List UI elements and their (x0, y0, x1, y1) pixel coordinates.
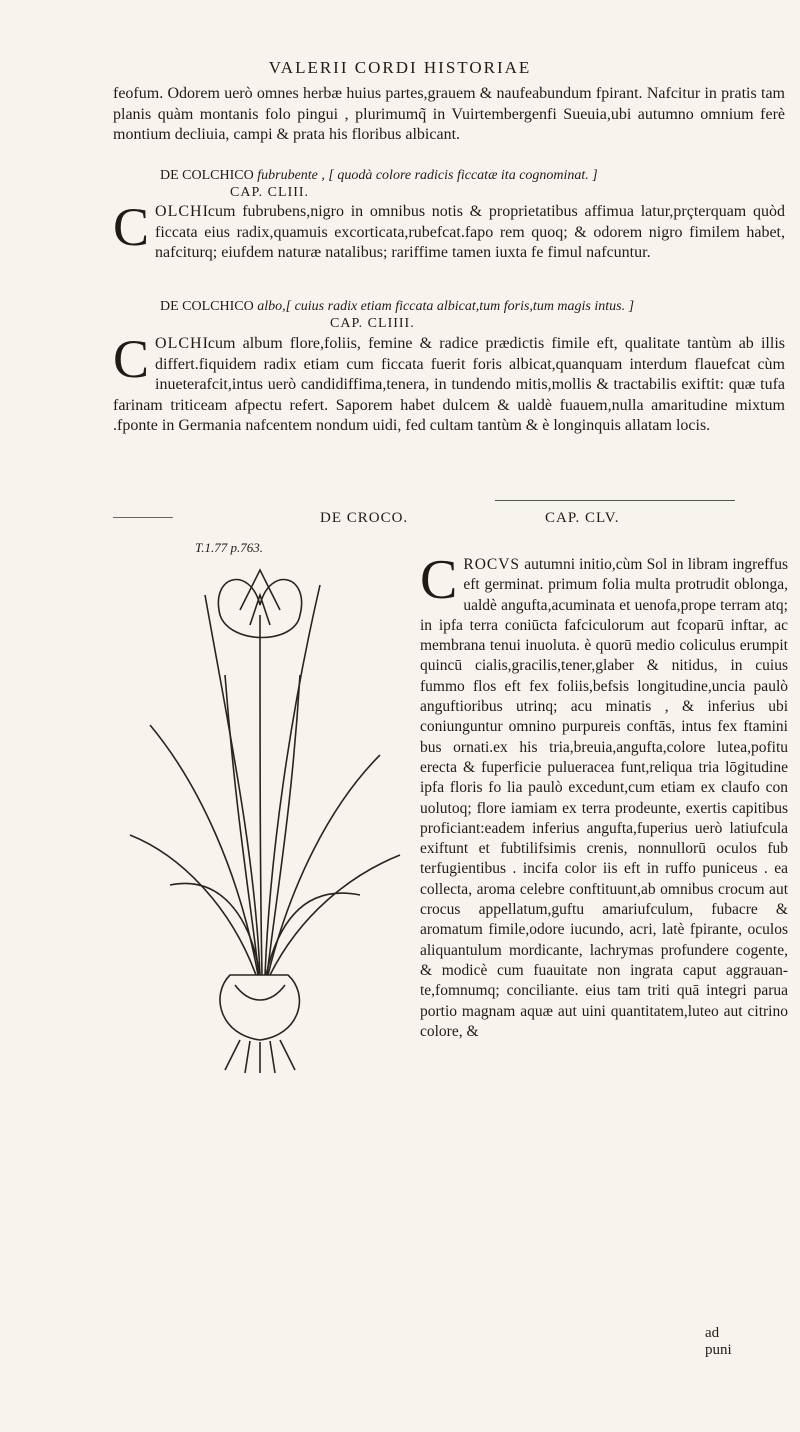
underline-rule (495, 500, 735, 501)
catchword: ad puni (705, 1325, 732, 1358)
divider-line (113, 517, 173, 518)
running-head: VALERII CORDI HISTORIAE (268, 58, 532, 77)
crocus-plant-woodcut (110, 555, 410, 1075)
paragraph-crocus (420, 549, 789, 1042)
chapter-number-154: CAP. CLIIII. (330, 316, 415, 331)
handwritten-reference: T.1.77 p.763. (195, 540, 264, 555)
chapter-number-155: CAP. CLV. (545, 510, 620, 526)
paragraph-colchicum-red (113, 197, 785, 264)
heading-title: DE COLCHICO (160, 168, 254, 183)
chapter-heading-153 (160, 167, 785, 185)
chapter-number-153: CAP. CLIII. (230, 185, 310, 200)
paragraph-continuation: feofum. Odorem uerò omnes herbæ huius partes,grauem & naufeabundum fpirant. Nafcitur in pratis tam planis quàm montanis folo pingui , plurimumq̃ in Vuirtembergenfi Sueuia,ubi autumno omnium ferè montium decliuia, campi & prata his floribus albicant. (113, 85, 785, 143)
drop-cap: C (113, 329, 150, 389)
paragraph-text: Icum fubrubens,nigro in omnibus notis & proprietatibus affimua latur,prçterquam quòd ficcata eius radix,quamuis excorticata,rubefcat.fapo rem quoq; & odorem nigro fimilem habet, nafciturq; eiufdem naturæ natalibus; rariffime tamen iuxta fe fimul nafcuntur. (155, 203, 785, 261)
chapter-heading-155: DE CROCO. (320, 510, 409, 526)
heading-title: DE COLCHICO (160, 299, 254, 314)
heading-subtitle: albo,[ cuius radix etiam ficcata albicat,tum foris,tum magis intus. ] (257, 299, 635, 314)
lead-letters: OLCH (155, 335, 203, 352)
chapter-heading-154 (160, 298, 785, 316)
drop-cap: C (113, 197, 150, 257)
heading-subtitle: fubrubente , [ quodà colore radicis ficcatæ ita cognominat. ] (257, 168, 598, 183)
drop-cap: C (420, 549, 458, 611)
paragraph-text: Icum album flore,foliis, femine & radice prædictis fimile eft, qualitate tantùm ab illis differt.fiquidem radix etiam cum ficcata fuerit foris albicat,quanquam interdum flauefcat cùm inueterafcit,intus uerò candidiffima,tenera, in tundendo mitis,mollis & tractabilis exiftit: quæ tufa farinam triticeam afpectu refert. Saporem habet dulcem & ualdè fuauem,nulla amaritudine mixtum .fponte in Germania nafcentem nondum uidi, fed cultam tantùm & è longinquis allatam locis. (113, 335, 785, 434)
lead-letters: OLCH (155, 203, 203, 220)
lead-letters: ROCVS (463, 556, 521, 573)
paragraph-colchicum-white (113, 329, 785, 437)
paragraph-text: autumni initio,cùm Sol in libram ingreffus eft germinat. primum folia multa protrudit oblonga, ualdè angufta,acuminata et uenofa,prope terram atq; in ipfa terra coniūcta fafciculorum aut fcoparū inftar, ac membrana tenui inuoluta. è quorū medio coliculus erumpit quincū cialis,gracilis,tener,glaber & nitidus, in cuius fummo flos eft fex foliis,befsis longitudine,uncia paulò anguftioribus utrinq; acu minatis , & inferius ubi coniunguntur omnino purpureis conftās, intus fex ftamini bus ornati.ex his tria,breuia,angufta,colore lutea,pofitu erecta & fuperficie pulueracea funt,reliqua tria lōgitudine ipfa floris fo lia paulò excedunt,cum etiam ex claufo con uolutoq; flore iamiam ex terra prodeunte, exertis capitibus proficiant:eadem inferius angufta,fuperius uerò latiufcula exiftunt et fubtilifsimis crenis, nonnullorū oculos fub terfugientibus . incifa color iis eft in ruffo puniceus . ea collecta, aroma celebre conftituunt,ab omnibus crocum aut crocus appellatum,guftu amariufculum, fubacre & aromatum fimile,odore iucundo, acri, latè fpirante, oculos aliquantulum mordicante, lachrymas profundere cogente, & modicè cum fuauitate non ingrata caput aggrauante,fomnumq; conciliante. eius tam triti quā integri parua portio magnam aquæ aut uini quantitatem,luteo aut citrino colore, & (420, 556, 789, 1040)
